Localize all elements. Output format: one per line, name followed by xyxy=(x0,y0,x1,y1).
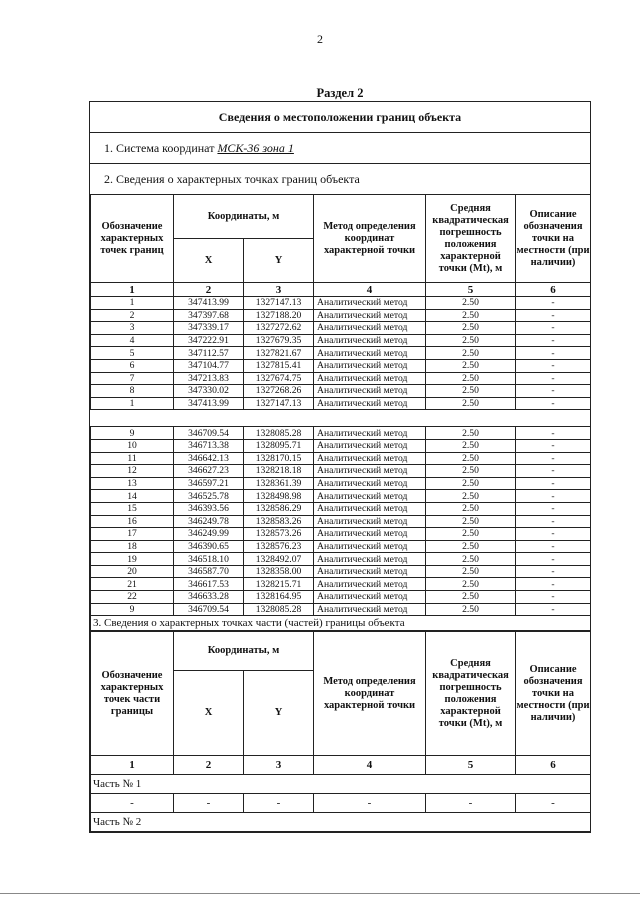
description-cell: - xyxy=(516,439,591,452)
method-cell: Аналитический метод xyxy=(314,439,426,452)
point-number-cell: 14 xyxy=(91,490,174,503)
x-cell: 347213.83 xyxy=(174,372,244,385)
table-row xyxy=(91,297,591,310)
x-cell: 346642.13 xyxy=(174,452,244,465)
description-cell: - xyxy=(516,553,591,566)
points-group-1 xyxy=(91,297,591,410)
table-cell: - xyxy=(91,794,174,813)
method-cell: Аналитический метод xyxy=(314,427,426,440)
header-description: Описание обозначения точки на местности (при наличии) xyxy=(516,632,591,756)
point-number-cell: 1 xyxy=(91,297,174,310)
point-number-cell: 15 xyxy=(91,502,174,515)
coordinate-system-line xyxy=(90,133,590,164)
table-row xyxy=(91,427,591,440)
method-cell: Аналитический метод xyxy=(314,397,426,410)
method-cell: Аналитический метод xyxy=(314,591,426,604)
y-cell: 1328498.98 xyxy=(244,490,314,503)
y-cell: 1328164.95 xyxy=(244,591,314,604)
part-1-label: Часть № 1 xyxy=(91,775,591,794)
point-number-cell: 13 xyxy=(91,477,174,490)
description-cell: - xyxy=(516,359,591,372)
error-cell: 2.50 xyxy=(426,397,516,410)
table-row xyxy=(91,372,591,385)
point-number-cell: 5 xyxy=(91,347,174,360)
parts-section-title: 3. Сведения о характерных точках части (частей) границы объекта xyxy=(91,616,591,631)
header-method: Метод определения координат характерной точки xyxy=(314,195,426,283)
point-number-cell: 3 xyxy=(91,322,174,335)
points-table xyxy=(90,194,591,631)
method-cell: Аналитический метод xyxy=(314,465,426,478)
points-group-2 xyxy=(91,427,591,616)
error-cell: 2.50 xyxy=(426,297,516,310)
y-cell: 1327821.67 xyxy=(244,347,314,360)
x-cell: 346587.70 xyxy=(174,565,244,578)
coordinate-system-label: 1. Система координат xyxy=(104,141,218,155)
y-cell: 1327147.13 xyxy=(244,397,314,410)
column-number: 1 xyxy=(91,283,174,297)
error-cell: 2.50 xyxy=(426,439,516,452)
y-cell: 1328215.71 xyxy=(244,578,314,591)
page-number: 2 xyxy=(317,32,323,46)
point-number-cell: 17 xyxy=(91,528,174,541)
y-cell: 1327272.62 xyxy=(244,322,314,335)
description-cell: - xyxy=(516,397,591,410)
method-cell: Аналитический метод xyxy=(314,540,426,553)
x-cell: 346249.99 xyxy=(174,528,244,541)
scan-edge-line xyxy=(0,893,640,894)
point-number-cell: 10 xyxy=(91,439,174,452)
method-cell: Аналитический метод xyxy=(314,502,426,515)
point-number-cell: 16 xyxy=(91,515,174,528)
method-cell: Аналитический метод xyxy=(314,452,426,465)
x-cell: 346249.78 xyxy=(174,515,244,528)
column-number: 4 xyxy=(314,283,426,297)
error-cell: 2.50 xyxy=(426,477,516,490)
point-number-cell: 18 xyxy=(91,540,174,553)
header-description: Описание обозначения точки на местности (при наличии) xyxy=(516,195,591,283)
description-cell: - xyxy=(516,528,591,541)
description-cell: - xyxy=(516,515,591,528)
point-number-cell: 6 xyxy=(91,359,174,372)
point-number-cell: 2 xyxy=(91,309,174,322)
x-cell: 346633.28 xyxy=(174,591,244,604)
table-cell: - xyxy=(314,794,426,813)
x-cell: 347397.68 xyxy=(174,309,244,322)
x-cell: 346393.56 xyxy=(174,502,244,515)
table-cell: - xyxy=(174,794,244,813)
description-cell: - xyxy=(516,565,591,578)
column-number: 6 xyxy=(516,756,591,775)
part-1-row xyxy=(91,794,591,813)
error-cell: 2.50 xyxy=(426,578,516,591)
column-number: 3 xyxy=(244,756,314,775)
error-cell: 2.50 xyxy=(426,591,516,604)
column-numbers xyxy=(91,756,591,775)
description-cell: - xyxy=(516,372,591,385)
y-cell: 1327674.75 xyxy=(244,372,314,385)
x-cell: 347104.77 xyxy=(174,359,244,372)
method-cell: Аналитический метод xyxy=(314,490,426,503)
table-row xyxy=(91,540,591,553)
y-cell: 1328361.39 xyxy=(244,477,314,490)
y-cell: 1328095.71 xyxy=(244,439,314,452)
description-cell: - xyxy=(516,309,591,322)
table-row xyxy=(91,359,591,372)
point-number-cell: 4 xyxy=(91,334,174,347)
method-cell: Аналитический метод xyxy=(314,334,426,347)
header-coordinates: Координаты, м xyxy=(174,632,314,671)
x-cell: 347112.57 xyxy=(174,347,244,360)
point-number-cell: 11 xyxy=(91,452,174,465)
method-cell: Аналитический метод xyxy=(314,528,426,541)
error-cell: 2.50 xyxy=(426,528,516,541)
error-cell: 2.50 xyxy=(426,465,516,478)
header-y: Y xyxy=(244,671,314,756)
points-section-title: 2. Сведения о характерных точках границ объекта xyxy=(104,172,360,186)
table-row xyxy=(91,578,591,591)
y-cell: 1327268.26 xyxy=(244,385,314,398)
y-cell: 1328218.18 xyxy=(244,465,314,478)
point-number-cell: 9 xyxy=(91,427,174,440)
description-cell: - xyxy=(516,578,591,591)
error-cell: 2.50 xyxy=(426,427,516,440)
error-cell: 2.50 xyxy=(426,603,516,616)
table-row xyxy=(91,347,591,360)
block-title: Сведения о местоположении границ объекта xyxy=(90,102,590,133)
y-cell: 1328573.26 xyxy=(244,528,314,541)
header-coordinates: Координаты, м xyxy=(174,195,314,239)
method-cell: Аналитический метод xyxy=(314,309,426,322)
table-row xyxy=(91,322,591,335)
x-cell: 346617.53 xyxy=(174,578,244,591)
group-spacer xyxy=(91,410,591,427)
y-cell: 1328492.07 xyxy=(244,553,314,566)
coordinate-system-value: МСК-36 зона 1 xyxy=(217,141,294,155)
method-cell: Аналитический метод xyxy=(314,553,426,566)
table-row xyxy=(91,452,591,465)
error-cell: 2.50 xyxy=(426,502,516,515)
description-cell: - xyxy=(516,591,591,604)
header-method: Метод определения координат характерной точки xyxy=(314,632,426,756)
method-cell: Аналитический метод xyxy=(314,515,426,528)
method-cell: Аналитический метод xyxy=(314,603,426,616)
point-number-cell: 21 xyxy=(91,578,174,591)
document-frame xyxy=(89,101,591,833)
x-cell: 346597.21 xyxy=(174,477,244,490)
description-cell: - xyxy=(516,334,591,347)
point-number-cell: 12 xyxy=(91,465,174,478)
table-cell: - xyxy=(244,794,314,813)
table-row xyxy=(91,565,591,578)
point-number-cell: 22 xyxy=(91,591,174,604)
y-cell: 1328576.23 xyxy=(244,540,314,553)
x-cell: 346627.23 xyxy=(174,465,244,478)
point-number-cell: 7 xyxy=(91,372,174,385)
method-cell: Аналитический метод xyxy=(314,578,426,591)
column-number: 5 xyxy=(426,283,516,297)
column-number: 1 xyxy=(91,756,174,775)
header-part-point: Обозначение характерных точек части границы xyxy=(91,632,174,756)
table-cell: - xyxy=(516,794,591,813)
method-cell: Аналитический метод xyxy=(314,477,426,490)
x-cell: 347222.91 xyxy=(174,334,244,347)
table-row xyxy=(91,309,591,322)
description-cell: - xyxy=(516,502,591,515)
error-cell: 2.50 xyxy=(426,540,516,553)
table-row xyxy=(91,477,591,490)
header-x: X xyxy=(174,671,244,756)
x-cell: 347339.17 xyxy=(174,322,244,335)
method-cell: Аналитический метод xyxy=(314,297,426,310)
table-row xyxy=(91,515,591,528)
point-number-cell: 9 xyxy=(91,603,174,616)
description-cell: - xyxy=(516,490,591,503)
table-row xyxy=(91,490,591,503)
method-cell: Аналитический метод xyxy=(314,322,426,335)
table-row xyxy=(91,553,591,566)
y-cell: 1328170.15 xyxy=(244,452,314,465)
error-cell: 2.50 xyxy=(426,452,516,465)
header-x: X xyxy=(174,239,244,283)
x-cell: 346713.38 xyxy=(174,439,244,452)
section-title: Раздел 2 xyxy=(316,86,364,100)
error-cell: 2.50 xyxy=(426,359,516,372)
error-cell: 2.50 xyxy=(426,553,516,566)
x-cell: 347413.99 xyxy=(174,397,244,410)
description-cell: - xyxy=(516,427,591,440)
description-cell: - xyxy=(516,603,591,616)
error-cell: 2.50 xyxy=(426,565,516,578)
description-cell: - xyxy=(516,477,591,490)
error-cell: 2.50 xyxy=(426,385,516,398)
description-cell: - xyxy=(516,322,591,335)
x-cell: 347413.99 xyxy=(174,297,244,310)
description-cell: - xyxy=(516,385,591,398)
table-row xyxy=(91,591,591,604)
table-row xyxy=(91,439,591,452)
column-number: 5 xyxy=(426,756,516,775)
column-number: 2 xyxy=(174,283,244,297)
point-number-cell: 8 xyxy=(91,385,174,398)
error-cell: 2.50 xyxy=(426,309,516,322)
column-number: 4 xyxy=(314,756,426,775)
table-row xyxy=(91,528,591,541)
x-cell: 346709.54 xyxy=(174,603,244,616)
description-cell: - xyxy=(516,297,591,310)
x-cell: 346390.65 xyxy=(174,540,244,553)
y-cell: 1328586.29 xyxy=(244,502,314,515)
method-cell: Аналитический метод xyxy=(314,565,426,578)
point-number-cell: 19 xyxy=(91,553,174,566)
error-cell: 2.50 xyxy=(426,515,516,528)
y-cell: 1327679.35 xyxy=(244,334,314,347)
column-numbers xyxy=(91,283,591,297)
error-cell: 2.50 xyxy=(426,334,516,347)
table-row xyxy=(91,502,591,515)
y-cell: 1327815.41 xyxy=(244,359,314,372)
error-cell: 2.50 xyxy=(426,322,516,335)
x-cell: 346518.10 xyxy=(174,553,244,566)
y-cell: 1328583.26 xyxy=(244,515,314,528)
y-cell: 1328085.28 xyxy=(244,603,314,616)
part-2-label: Часть № 2 xyxy=(91,813,591,832)
y-cell: 1327147.13 xyxy=(244,297,314,310)
column-number: 6 xyxy=(516,283,591,297)
error-cell: 2.50 xyxy=(426,372,516,385)
column-number: 2 xyxy=(174,756,244,775)
table-row xyxy=(91,465,591,478)
header-error: Средняя квадратическая погрешность положения характерной точки (Mt), м xyxy=(426,632,516,756)
table-row xyxy=(91,334,591,347)
error-cell: 2.50 xyxy=(426,347,516,360)
header-error: Средняя квадратическая погрешность положения характерной точки (Mt), м xyxy=(426,195,516,283)
x-cell: 346525.78 xyxy=(174,490,244,503)
column-number: 3 xyxy=(244,283,314,297)
description-cell: - xyxy=(516,452,591,465)
description-cell: - xyxy=(516,465,591,478)
error-cell: 2.50 xyxy=(426,490,516,503)
table-row xyxy=(91,385,591,398)
y-cell: 1328085.28 xyxy=(244,427,314,440)
header-y: Y xyxy=(244,239,314,283)
method-cell: Аналитический метод xyxy=(314,372,426,385)
point-number-cell: 20 xyxy=(91,565,174,578)
method-cell: Аналитический метод xyxy=(314,385,426,398)
x-cell: 346709.54 xyxy=(174,427,244,440)
y-cell: 1327188.20 xyxy=(244,309,314,322)
header-point: Обозначение характерных точек границ xyxy=(91,195,174,283)
description-cell: - xyxy=(516,540,591,553)
method-cell: Аналитический метод xyxy=(314,347,426,360)
x-cell: 347330.02 xyxy=(174,385,244,398)
method-cell: Аналитический метод xyxy=(314,359,426,372)
parts-table xyxy=(90,631,591,832)
description-cell: - xyxy=(516,347,591,360)
table-row xyxy=(91,603,591,616)
table-row xyxy=(91,397,591,410)
y-cell: 1328358.00 xyxy=(244,565,314,578)
table-cell: - xyxy=(426,794,516,813)
point-number-cell: 1 xyxy=(91,397,174,410)
